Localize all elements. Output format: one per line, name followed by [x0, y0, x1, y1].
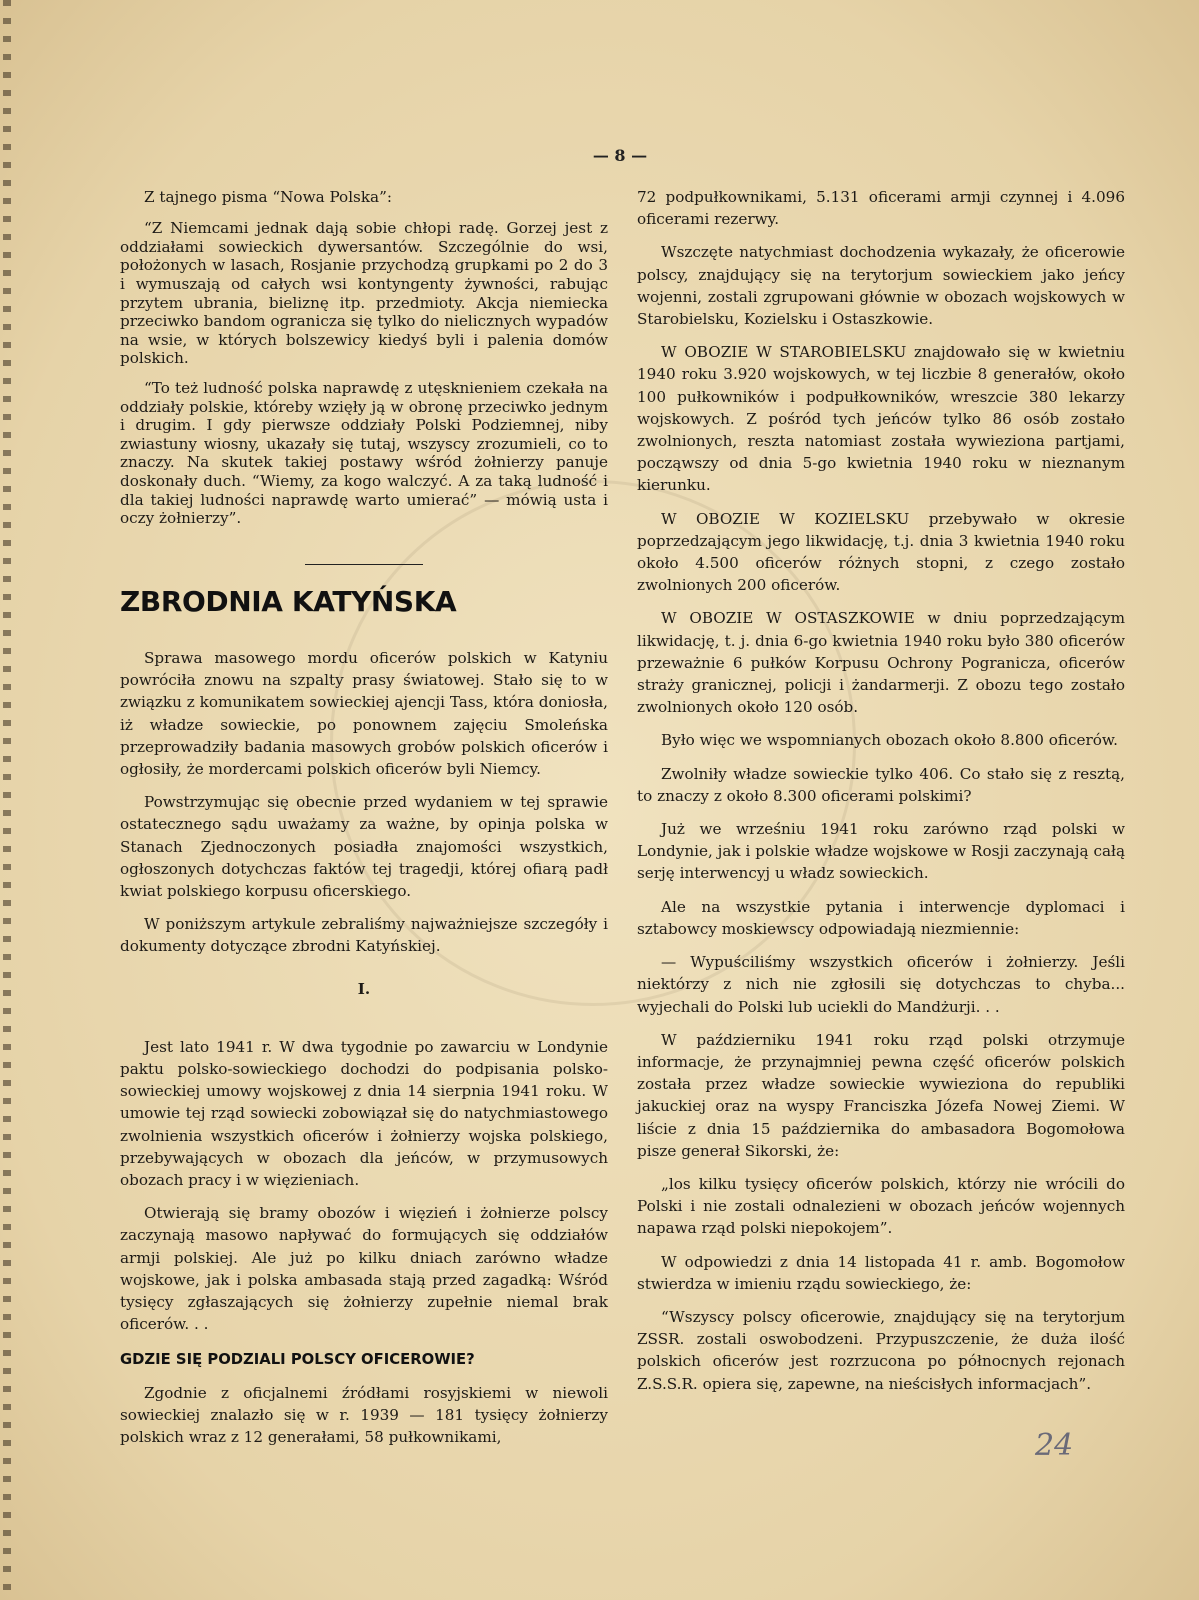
left-column: [120, 186, 608, 1459]
body-paragraph: Już we wrześniu 1941 roku zarówno rząd polski w Londynie, jak i polskie władze wojskowe w Rosji zaczynają całą serję interwencyj u władz sowieckich.: [637, 820, 1125, 883]
page-number: — 8 —: [592, 146, 648, 165]
article-heading: ZBRODNIA KATYŃSKA: [120, 584, 457, 618]
body-paragraph: W OBOZIE W OSTASZKOWIE w dniu poprzedzającym likwidację, t. j. dnia 6-go kwietnia 1940 roku było 380 oficerów przeważnie 6 pułków Korpusu Ochrony Pogranicza, oficerów straży granicznej, policji i żandarmerji. Z obozu tego zostało zwolnionych około 120 osób.: [637, 609, 1125, 717]
handwritten-page-note: 24: [1035, 1428, 1074, 1463]
quote-paragraph: “Z Niemcami jednak dają sobie chłopi radę. Gorzej jest z oddziałami sowieckich dywersantów. Szczególnie do wsi, położonych w lasach, Rosjanie przychodzą grupkami po 2 do 3 i wymuszają od całych wsi kontyngenty żywności, rabując przytem ubrania, bieliznę itp. przedmioty. Akcja niemiecka przeciwko bandom ogranicza się tylko do nielicznych wypadów na wsie, w których bolszewicy kiedyś byli i palenia domów polskich.: [120, 219, 608, 368]
right-column: [637, 186, 1125, 1406]
quote-paragraph: “To też ludność polska naprawdę z utęsknieniem czekała na oddziały polskie, któreby wzięły ją w obronę przeciwko jednym i drugim. I gdy pierwsze oddziały Polski Podziemnej, niby zwiastuny wiosny, ukazały się tutaj, wszyscy zrozumieli, co to znaczy. Na skutek takiej postawy wśród żołnierzy panuje doskonały duch. “Wiemy, za kogo walczyć. A za taką ludność i dla takiej ludności naprawdę warto umierać” — mówią usta i oczy żołnierzy”.: [120, 378, 608, 528]
body-paragraph: Powstrzymując się obecnie przed wydaniem w tej sprawie ostatecznego sądu uważamy za ważne, by opinja polska w Stanach Zjednoczonych posiadła znajomości wszystkich, ogłoszonych dotychczas faktów tej tragedji, której ofiarą padł kwiat polskiego korpusu oficerskiego.: [120, 793, 608, 900]
body-paragraph: Ale na wszystkie pytania i interwencje dyplomaci i sztabowcy moskiewscy odpowiadają niezmiennie:: [637, 897, 1125, 938]
intro-line: Z tajnego pisma “Nowa Polska”:: [144, 188, 392, 206]
subheading: GDZIE SIĘ PODZIALI POLSCY OFICEROWIE?: [120, 1351, 475, 1369]
section-number: I.: [357, 979, 371, 998]
body-paragraph: Było więc we wspomnianych obozach około 8.800 oficerów.: [661, 731, 1118, 750]
binding-edge: [3, 0, 11, 1600]
body-paragraph: W OBOZIE W KOZIELSKU przebywało w okresie poprzedzającym jego likwidację, t.j. dnia 3 kwietnia 1940 roku około 4.500 oficerów różnych stopni, z czego zostało zwolnionych 200 oficerów.: [637, 509, 1125, 595]
quote-paragraph: „los kilku tysięcy oficerów polskich, którzy nie wrócili do Polski i nie zostali odnalezieni w obozach jeńców wojennych napawa rząd polski niepokojem”.: [637, 1174, 1125, 1238]
body-paragraph: W odpowiedzi z dnia 14 listopada 41 r. amb. Bogomołow stwierdza w imieniu rządu sowieckiego, że:: [637, 1252, 1125, 1293]
section-divider: [305, 564, 423, 565]
body-paragraph: 72 podpułkownikami, 5.131 oficerami armji czynnej i 4.096 oficerami rezerwy.: [637, 188, 1125, 229]
body-paragraph: Sprawa masowego mordu oficerów polskich w Katyniu powróciła znowu na szpalty prasy światowej. Stało się to w związku z komunikatem sowieckiej ajencji Tass, która doniosła, iż władze sowieckie, po ponownem zajęciu Smoleńska przeprowadziły badania masowych grobów polskich oficerów i ogłosiły, że mordercami polskich oficerów byli Niemcy.: [120, 648, 608, 778]
body-paragraph: Jest lato 1941 r. W dwa tygodnie po zawarciu w Londynie paktu polsko-sowieckiego dochodzi do podpisania polsko-sowieckiej umowy wojskowej z dnia 14 sierpnia 1941 roku. W umowie tej rząd sowiecki zobowiązał się do natychmiastowego zwolnienia wszystkich oficerów i żołnierzy wojska polskiego, przebywających w obozach dla jeńców, w przymusowych obozach pracy i w więzieniach.: [120, 1037, 608, 1189]
body-paragraph: W poniższym artykule zebraliśmy najważniejsze szczegóły i dokumenty dotyczące zbrodni Katyńskiej.: [120, 915, 608, 956]
body-paragraph: Zwolniły władze sowieckie tylko 406. Co stało się z resztą, to znaczy z około 8.300 oficerami polskimi?: [637, 764, 1125, 805]
body-paragraph: — Wypuściliśmy wszystkich oficerów i żołnierzy. Jeśli niektórzy z nich nie zgłosili się dotychczas to chyba... wyjechali do Polski lub uciekli do Mandżurji. . .: [637, 953, 1125, 1016]
body-paragraph: Zgodnie z oficjalnemi źródłami rosyjskiemi w niewoli sowieckiej znalazło się w r. 1939 — 181 tysięcy żołnierzy polskich wraz z 12 generałami, 58 pułkownikami,: [120, 1383, 608, 1446]
quote-paragraph: “Wszyscy polscy oficerowie, znajdujący się na terytorjum ZSSR. zostali oswobodzeni. Przypuszczenie, że duża ilość polskich oficerów jest rozrzucona po północnych rejonach Z.S.S.R. opiera się, zapewne, na nieścisłych informacjach”.: [637, 1307, 1125, 1393]
body-paragraph: Otwierają się bramy obozów i więzień i żołnierze polscy zaczynają masowo napływać do formujących się oddziałów armji polskiej. Ale już po kilku dniach zarówno władze wojskowe, jak i polska ambasada stają przed zagadką: Wśród tysięcy zgłaszających się żołnierzy zupełnie niemal brak oficerów. . .: [120, 1204, 608, 1334]
body-paragraph: W OBOZIE W STAROBIELSKU znajdowało się w kwietniu 1940 roku 3.920 wojskowych, w tej liczbie 8 generałów, około 100 pułkowników i podpułkowników, wreszcie 380 lekarzy wojskowych. Z pośród tych jeńców tylko 86 osób zostało zwolnionych, reszta natomiast została wywieziona partjami, począwszy od dnia 5-go kwietnia 1940 roku w nieznanym kierunku.: [637, 343, 1125, 495]
body-paragraph: Wszczęte natychmiast dochodzenia wykazały, że oficerowie polscy, znajdujący się na terytorjum sowieckiem jako jeńcy wojenni, zostali zgrupowani głównie w obozach wojskowych w Starobielsku, Kozielsku i Ostaszkowie.: [637, 243, 1125, 329]
body-paragraph: W październiku 1941 roku rząd polski otrzymuje informacje, że przynajmniej pewna część oficerów polskich została przez władze sowieckie wywieziona do republiki jakuckiej oraz na wyspy Franciszka Józefa Nowej Ziemi. W liście z dnia 15 października do ambasadora Bogomołowa pisze generał Sikorski, że:: [637, 1030, 1125, 1160]
